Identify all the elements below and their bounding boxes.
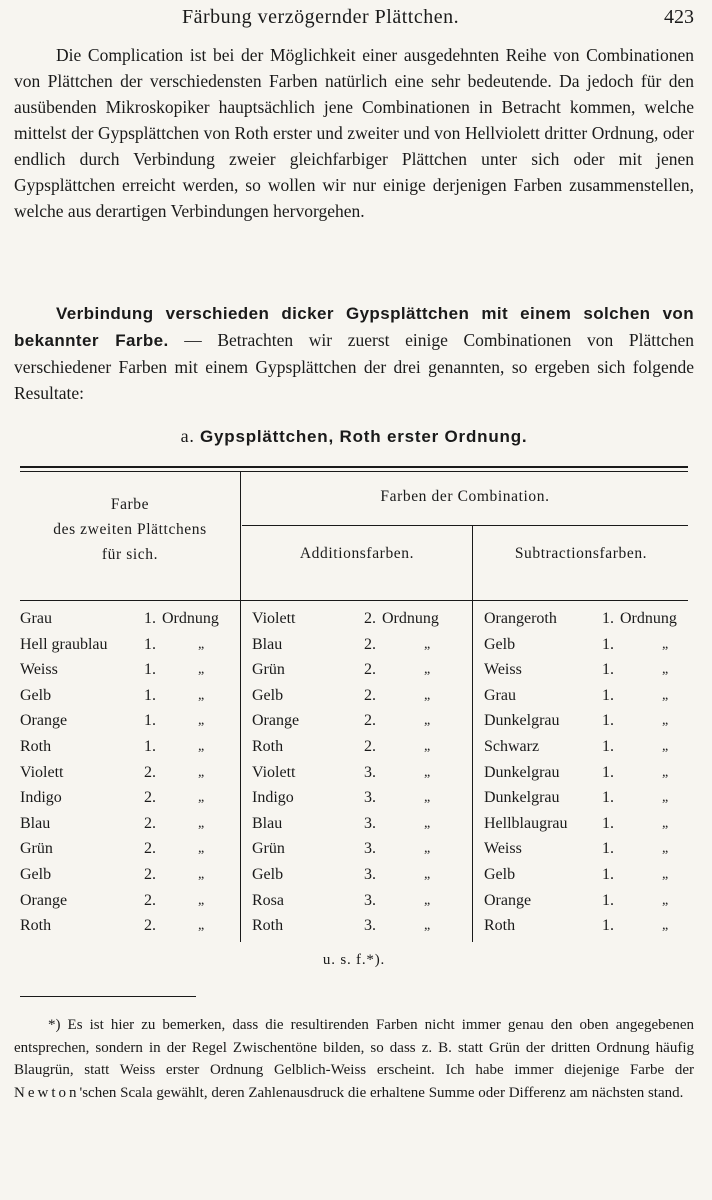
running-title: Färbung verzögernder Plättchen. bbox=[182, 6, 460, 28]
color-name: Hellblaugrau bbox=[484, 814, 568, 832]
order-number: 1. bbox=[144, 686, 156, 704]
ditto-mark: „ bbox=[198, 687, 205, 703]
ditto-mark: „ bbox=[198, 662, 205, 678]
table-row bbox=[252, 734, 468, 760]
table-row bbox=[252, 632, 468, 658]
order-cell bbox=[144, 862, 156, 888]
order-number: 2. bbox=[364, 737, 376, 755]
color-name: Violett bbox=[20, 763, 64, 781]
order-number: 3. bbox=[364, 865, 376, 883]
order-number: 1. bbox=[602, 763, 614, 781]
order-number: 2. bbox=[364, 661, 376, 679]
order-word: Ordnung bbox=[162, 610, 219, 627]
ditto-mark: „ bbox=[198, 866, 205, 882]
table-row bbox=[252, 708, 468, 734]
header-combination-colors: Farben der Combination. bbox=[380, 488, 550, 505]
order-cell bbox=[602, 683, 614, 709]
table-row bbox=[20, 913, 236, 939]
ditto-mark: „ bbox=[662, 918, 669, 934]
table-row bbox=[252, 862, 468, 888]
page-number: 423 bbox=[664, 6, 694, 28]
table-row bbox=[252, 888, 468, 914]
table-top-rule-thin bbox=[20, 471, 688, 472]
table-row bbox=[20, 760, 236, 786]
book-page bbox=[14, 0, 694, 1200]
color-name: Grün bbox=[20, 840, 53, 858]
color-name: Orange bbox=[20, 712, 68, 730]
table-title-text: Gypsplättchen, Roth erster Ordnung. bbox=[199, 427, 528, 446]
ditto-mark: „ bbox=[424, 866, 431, 882]
ditto-mark: „ bbox=[198, 636, 205, 652]
paragraph-combination bbox=[14, 300, 694, 406]
ditto-mark: „ bbox=[662, 841, 669, 857]
color-name: Roth bbox=[484, 917, 516, 935]
table-header-rule bbox=[20, 600, 688, 601]
paragraph-combination-text: — Betrachten wir zuerst einige Combinationen von Plättchen verschiedener Farben mit einem Gypsplättchen der drei genannten, so ergeben sich folgende Resultate: bbox=[14, 330, 694, 403]
order-number: 1. bbox=[602, 610, 614, 627]
order-cell bbox=[602, 760, 614, 786]
ditto-mark: „ bbox=[424, 738, 431, 754]
order-cell bbox=[602, 632, 614, 658]
ditto-mark: „ bbox=[424, 918, 431, 934]
table-row bbox=[484, 888, 688, 914]
color-name: Dunkelgrau bbox=[484, 789, 560, 807]
table-row bbox=[484, 632, 688, 658]
color-name: Roth bbox=[252, 737, 284, 755]
column-subtraction bbox=[484, 606, 688, 939]
order-cell bbox=[144, 683, 156, 709]
color-name: Blau bbox=[252, 814, 283, 832]
order-cell bbox=[602, 913, 614, 939]
order-cell bbox=[364, 913, 376, 939]
order-number: 1. bbox=[602, 686, 614, 704]
order-number: 1. bbox=[144, 661, 156, 679]
order-number: 2. bbox=[144, 814, 156, 832]
table-row bbox=[252, 836, 468, 862]
order-cell bbox=[602, 734, 614, 760]
color-name: Indigo bbox=[20, 789, 62, 807]
order-cell bbox=[144, 632, 156, 658]
color-name: Dunkelgrau bbox=[484, 763, 560, 781]
color-name: Weiss bbox=[20, 661, 58, 679]
order-cell bbox=[602, 862, 614, 888]
paragraph-intro-text: Die Complication ist bei der Möglichkeit einer ausgedehnten Reihe von Combinationen von Plättchen der verschiedensten Farben natürlich eine sehr bedeutende. Da jedoch für den ausübenden Mikroskopiker hauptsächlich jene Combinationen in Betracht kommen, welche mittelst der Gypsplättchen von Roth erster und zweiter und von Hellviolett dritter Ordnung, oder endlich durch Verbindung zweier gleichfarbiger Plättchen unter sich oder mit jenen Gypsplättchen erreicht werden, so wollen wir nur einige derjenigen Farben zusammenstellen, welche aus derartigen Verbindungen hervorgehen. bbox=[14, 45, 694, 221]
footnote-text-end: 'schen Scala gewählt, deren Zahlenausdruck die erhaltene Summe oder Differenz am nächsten stand. bbox=[79, 1084, 684, 1101]
header-line: des zweiten Plättchens bbox=[53, 521, 207, 538]
color-name: Gelb bbox=[20, 865, 52, 883]
header-second-plate-color bbox=[20, 492, 240, 567]
color-combination-table bbox=[20, 466, 688, 946]
table-row bbox=[484, 913, 688, 939]
table-row bbox=[484, 760, 688, 786]
color-name: Gelb bbox=[20, 686, 52, 704]
table-row bbox=[252, 811, 468, 837]
order-cell bbox=[364, 657, 376, 683]
running-head bbox=[14, 6, 694, 32]
table-row bbox=[484, 657, 688, 683]
color-name: Gelb bbox=[252, 865, 284, 883]
order-number: 1. bbox=[602, 712, 614, 730]
ditto-mark: „ bbox=[662, 636, 669, 652]
order-number: 2. bbox=[144, 840, 156, 858]
order-cell bbox=[364, 760, 376, 786]
table-row bbox=[252, 913, 468, 939]
table-row bbox=[484, 862, 688, 888]
footnote-rule bbox=[20, 996, 196, 997]
order-cell bbox=[602, 836, 614, 862]
table-row bbox=[20, 606, 236, 632]
footnote-name: Newton bbox=[14, 1084, 80, 1101]
order-number: 2. bbox=[364, 686, 376, 704]
color-name: Gelb bbox=[252, 686, 284, 704]
column-addition bbox=[252, 606, 468, 939]
ditto-mark: „ bbox=[424, 636, 431, 652]
ditto-mark: „ bbox=[198, 738, 205, 754]
order-number: 3. bbox=[364, 840, 376, 858]
color-name: Grün bbox=[252, 840, 285, 858]
table-row bbox=[20, 862, 236, 888]
order-cell bbox=[602, 606, 677, 632]
header-line: Farbe bbox=[110, 496, 150, 513]
table-row bbox=[20, 811, 236, 837]
color-name: Hell graublau bbox=[20, 635, 108, 653]
order-cell bbox=[144, 734, 156, 760]
table-row bbox=[20, 632, 236, 658]
ditto-mark: „ bbox=[198, 713, 205, 729]
order-word: Ordnung bbox=[382, 610, 439, 627]
table-row bbox=[252, 606, 468, 632]
table-row bbox=[20, 836, 236, 862]
order-word: Ordnung bbox=[620, 610, 677, 627]
table-label: a. bbox=[180, 426, 195, 446]
order-number: 3. bbox=[364, 814, 376, 832]
order-cell bbox=[364, 811, 376, 837]
table-row bbox=[20, 657, 236, 683]
order-number: 1. bbox=[144, 610, 156, 627]
table-row bbox=[252, 683, 468, 709]
order-number: 1. bbox=[602, 865, 614, 883]
order-cell bbox=[144, 836, 156, 862]
table-row bbox=[20, 708, 236, 734]
order-cell bbox=[602, 657, 614, 683]
color-name: Dunkelgrau bbox=[484, 712, 560, 730]
order-cell bbox=[602, 888, 614, 914]
table-row bbox=[20, 734, 236, 760]
color-name: Orangeroth bbox=[484, 610, 557, 627]
order-number: 2. bbox=[364, 712, 376, 730]
order-cell bbox=[144, 606, 219, 632]
ditto-mark: „ bbox=[662, 662, 669, 678]
order-number: 1. bbox=[144, 737, 156, 755]
ditto-mark: „ bbox=[424, 815, 431, 831]
color-name: Blau bbox=[20, 814, 51, 832]
column-second-plate bbox=[20, 606, 236, 939]
color-name: Orange bbox=[20, 891, 68, 909]
ditto-mark: „ bbox=[424, 841, 431, 857]
ditto-mark: „ bbox=[662, 713, 669, 729]
order-number: 1. bbox=[602, 917, 614, 935]
color-name: Grau bbox=[484, 686, 516, 704]
order-cell bbox=[602, 708, 614, 734]
table-row bbox=[484, 708, 688, 734]
table-row bbox=[484, 683, 688, 709]
ditto-mark: „ bbox=[662, 815, 669, 831]
section-lead-heading: Verbindung verschieden dicker Gypsplättchen mit einem solchen von bekannter Farbe. bbox=[14, 304, 694, 350]
ditto-mark: „ bbox=[662, 764, 669, 780]
order-cell bbox=[364, 632, 376, 658]
order-number: 1. bbox=[144, 712, 156, 730]
order-number: 1. bbox=[602, 661, 614, 679]
header-line: für sich. bbox=[101, 546, 159, 563]
order-number: 3. bbox=[364, 917, 376, 935]
table-row bbox=[20, 785, 236, 811]
color-name: Indigo bbox=[252, 789, 294, 807]
ditto-mark: „ bbox=[662, 892, 669, 908]
order-number: 2. bbox=[364, 635, 376, 653]
order-number: 2. bbox=[144, 789, 156, 807]
order-cell bbox=[364, 862, 376, 888]
order-number: 1. bbox=[602, 737, 614, 755]
table-row bbox=[20, 683, 236, 709]
table-title bbox=[14, 426, 694, 447]
order-number: 2. bbox=[144, 865, 156, 883]
order-cell bbox=[364, 606, 439, 632]
color-name: Orange bbox=[252, 712, 300, 730]
color-name: Roth bbox=[20, 737, 52, 755]
table-row bbox=[252, 657, 468, 683]
order-number: 1. bbox=[602, 789, 614, 807]
ditto-mark: „ bbox=[424, 687, 431, 703]
order-number: 2. bbox=[144, 891, 156, 909]
table-row bbox=[484, 606, 688, 632]
order-number: 3. bbox=[364, 789, 376, 807]
color-name: Violett bbox=[252, 763, 296, 781]
order-cell bbox=[364, 708, 376, 734]
order-cell bbox=[364, 785, 376, 811]
ditto-mark: „ bbox=[424, 764, 431, 780]
order-number: 1. bbox=[144, 635, 156, 653]
table-row bbox=[252, 785, 468, 811]
order-number: 1. bbox=[602, 891, 614, 909]
ditto-mark: „ bbox=[662, 738, 669, 754]
color-name: Schwarz bbox=[484, 737, 540, 755]
order-cell bbox=[144, 785, 156, 811]
table-row bbox=[484, 836, 688, 862]
table-row bbox=[20, 888, 236, 914]
color-name: Rosa bbox=[252, 891, 284, 909]
order-number: 2. bbox=[364, 610, 376, 627]
ditto-mark: „ bbox=[662, 687, 669, 703]
ditto-mark: „ bbox=[424, 892, 431, 908]
footnote bbox=[14, 1014, 694, 1104]
color-name: Orange bbox=[484, 891, 532, 909]
order-cell bbox=[364, 888, 376, 914]
order-number: 2. bbox=[144, 763, 156, 781]
color-name: Roth bbox=[252, 917, 284, 935]
footnote-text-start: *) Es ist hier zu bemerken, dass die resultirenden Farben nicht immer genau den oben angegebenen entsprechen, sondern in der Regel Zwischentöne bilden, so dass z. B. statt Grün der dritten Ordnung häufig Blaugrün, statt Weiss erster Ordnung Gelblich-Weiss erscheint. Ich habe immer diejenige Farbe der bbox=[14, 1017, 694, 1078]
color-name: Violett bbox=[252, 610, 296, 627]
order-cell bbox=[364, 683, 376, 709]
color-name: Grau bbox=[20, 610, 52, 627]
ditto-mark: „ bbox=[198, 892, 205, 908]
order-number: 2. bbox=[144, 917, 156, 935]
table-top-rule bbox=[20, 466, 688, 468]
order-cell bbox=[602, 785, 614, 811]
header-subtraction-colors: Subtractionsfarben. bbox=[514, 545, 648, 562]
order-number: 1. bbox=[602, 635, 614, 653]
ditto-mark: „ bbox=[198, 764, 205, 780]
order-cell bbox=[144, 657, 156, 683]
ditto-mark: „ bbox=[198, 790, 205, 806]
color-name: Roth bbox=[20, 917, 52, 935]
order-cell bbox=[144, 811, 156, 837]
color-name: Gelb bbox=[484, 865, 516, 883]
table-row bbox=[252, 760, 468, 786]
table-row bbox=[484, 734, 688, 760]
order-number: 1. bbox=[602, 814, 614, 832]
order-cell bbox=[144, 888, 156, 914]
ditto-mark: „ bbox=[424, 790, 431, 806]
ditto-mark: „ bbox=[424, 713, 431, 729]
order-cell bbox=[364, 734, 376, 760]
ditto-mark: „ bbox=[198, 918, 205, 934]
table-subheader-rule bbox=[242, 525, 688, 526]
order-number: 3. bbox=[364, 763, 376, 781]
order-cell bbox=[144, 708, 156, 734]
ditto-mark: „ bbox=[424, 662, 431, 678]
order-cell bbox=[144, 760, 156, 786]
table-continuation: u. s. f.*). bbox=[322, 952, 386, 968]
paragraph-intro bbox=[14, 42, 694, 224]
order-cell bbox=[602, 811, 614, 837]
order-cell bbox=[144, 913, 156, 939]
order-number: 3. bbox=[364, 891, 376, 909]
ditto-mark: „ bbox=[662, 790, 669, 806]
header-addition-colors: Additionsfarben. bbox=[299, 545, 415, 562]
table-column-divider bbox=[472, 526, 473, 942]
table-row bbox=[484, 785, 688, 811]
color-name: Gelb bbox=[484, 635, 516, 653]
table-row bbox=[484, 811, 688, 837]
table-column-divider bbox=[240, 472, 241, 942]
color-name: Weiss bbox=[484, 661, 522, 679]
ditto-mark: „ bbox=[662, 866, 669, 882]
color-name: Weiss bbox=[484, 840, 522, 858]
color-name: Blau bbox=[252, 635, 283, 653]
order-number: 1. bbox=[602, 840, 614, 858]
color-name: Grün bbox=[252, 661, 285, 679]
ditto-mark: „ bbox=[198, 841, 205, 857]
order-cell bbox=[364, 836, 376, 862]
ditto-mark: „ bbox=[198, 815, 205, 831]
